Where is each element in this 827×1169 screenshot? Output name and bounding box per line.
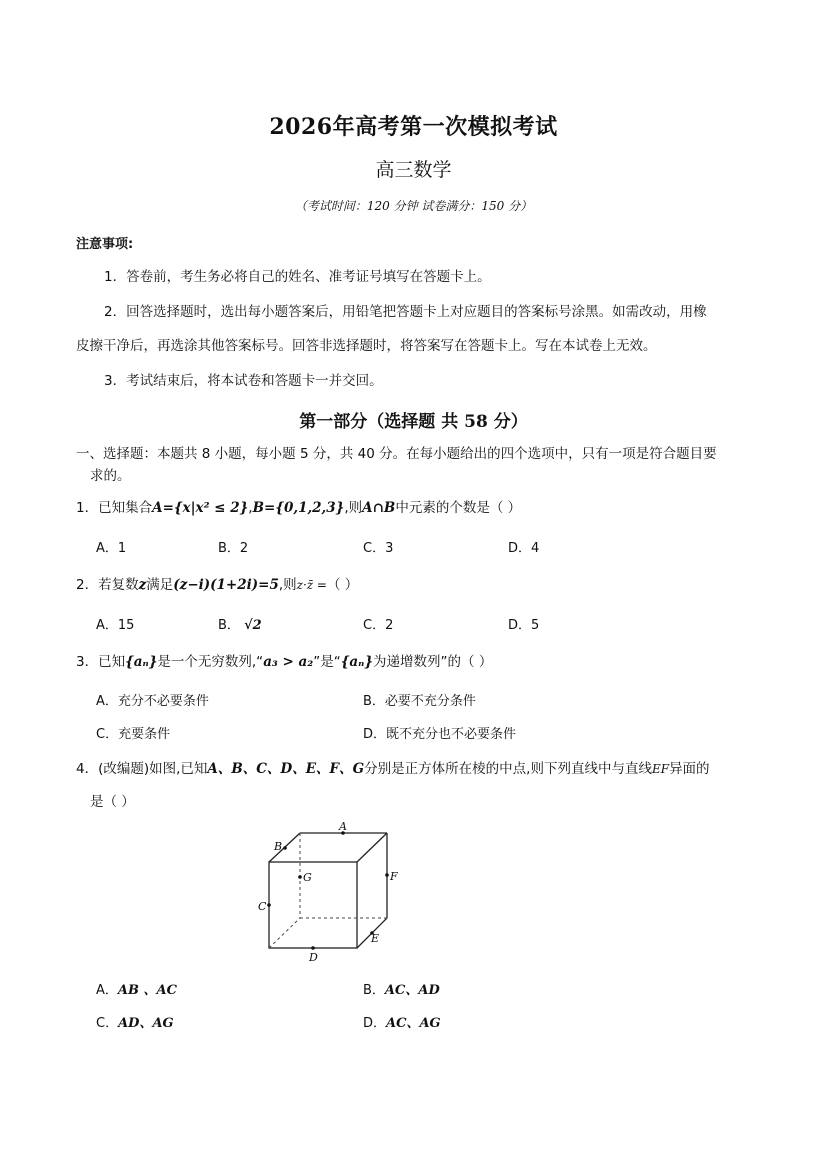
point-d [311,946,315,950]
part1-instruction-line-1: 一、选择题：本题共 8 小题，每小题 5 分，共 40 分。在每小题给出的四个选项中，只有一项是符合题目要 [76,446,717,462]
q4-option-d [363,1012,441,1031]
math-sequence: {aₙ} [125,654,158,670]
q2-option-d: D．5 [508,618,540,633]
cube-hidden-edge [269,918,300,948]
q1-option-d: D．4 [508,541,540,556]
option-letter: B． [363,983,385,998]
question-text: ”是“ [313,654,341,670]
question-2 [76,573,358,593]
q4-option-a [96,979,177,998]
point-g [298,875,302,879]
separator: , [248,500,253,516]
option-letter: C． [96,1016,119,1031]
question-text: （ ） [326,577,359,593]
q3-option-b: B．必要不充分条件 [363,694,476,709]
q1-option-c: C．3 [363,541,394,556]
math-sequence: {aₙ} [340,654,374,670]
q1-option-a: A．1 [96,541,127,556]
q2-option-b [218,614,262,633]
option-math: AB 、AC [117,983,177,998]
cube-edge [357,833,387,862]
question-text: 是一个无穷数列,“ [157,654,264,670]
math-product: z·z̄ = [296,578,327,592]
question-text: 已知 [98,654,126,670]
note-item-2-line-1: 2．回答选择题时，选出每小题答案后，用铅笔把答题卡上对应题目的答案标号涂黑。如需改动，用橡 [104,304,707,320]
question-3 [76,650,492,670]
math-set-a: A={x|x² ≤ 2} [152,500,249,516]
q3-option-c: C．充要条件 [96,727,171,742]
point-f [385,873,389,877]
label-c: C [258,900,267,913]
math-var-z: z [138,577,147,593]
question-number: 4． [76,761,99,777]
cube-figure [250,820,410,965]
exam-title: 2026年高考第一次模拟考试 [269,114,558,140]
math-condition: a₃ > a₂ [263,654,314,670]
math-line-ef: EF [651,762,670,776]
q4-option-c [96,1012,174,1031]
note-item-2-line-2: 皮擦干净后，再选涂其他答案标号。回答非选择题时，将答案写在答题卡上。写在本试卷上无效。 [76,338,657,354]
question-4-line-2: 是（ ） [90,794,135,810]
question-text: ,则 [278,577,297,593]
note-item-3: 3．考试结束后，将本试卷和答题卡一并交回。 [104,373,383,389]
question-text: (改编题)如图,已知 [98,761,208,777]
q3-option-d: D．既不充分也不必要条件 [363,727,517,742]
math-equation: (z−i)(1+2i)=5 [173,577,279,593]
option-letter: B． [218,618,240,633]
question-number: 2． [76,577,99,593]
question-text: 为递增数列”的（ ） [373,654,493,670]
question-number: 3． [76,654,99,670]
q2-option-c: C．2 [363,618,394,633]
exam-time-info: （考试时间：120 分钟 试卷满分：150 分） [294,199,533,213]
math-set-b: B={0,1,2,3} [252,500,345,516]
question-text: 已知集合 [98,500,153,516]
math-intersection: A∩B [362,500,396,516]
question-4-line-1 [76,757,710,777]
label-d: D [309,951,318,964]
label-a: A [339,820,347,833]
question-text: 若复数 [98,577,139,593]
question-text: 分别是正方体所在棱的中点,则下列直线中与直线 [364,761,652,777]
question-text: 异面的 [669,761,710,777]
q3-option-a: A．充分不必要条件 [96,694,209,709]
question-number: 1． [76,500,99,516]
math-sqrt: √2 [244,618,262,633]
question-text: 满足 [146,577,174,593]
point-b [283,846,287,850]
part1-title: 第一部分（选择题 共 58 分） [299,412,528,432]
math-points: A、B、C、D、E、F、G [207,761,365,777]
option-math: AC、AG [386,1016,441,1031]
label-f: F [390,870,398,883]
part1-instruction-line-2: 求的。 [90,468,131,484]
question-text: ,则 [344,500,363,516]
exam-subject: 高三数学 [375,159,452,181]
option-letter: D． [363,1016,387,1031]
q1-option-b: B．2 [218,541,249,556]
label-e: E [371,932,380,945]
label-g: G [303,871,312,884]
notes-title: 注意事项: [76,237,134,252]
option-math: AD、AG [118,1016,174,1031]
option-math: AC、AD [384,983,440,998]
option-letter: A． [96,983,118,998]
q4-option-b [363,979,440,998]
q2-option-a: A．15 [96,618,135,633]
point-c [267,903,271,907]
note-item-1: 1．答卷前，考生务必将自己的姓名、准考证号填写在答题卡上。 [104,269,491,285]
question-1 [76,496,521,516]
question-text: 中元素的个数是（ ） [395,500,522,516]
label-b: B [274,840,283,853]
